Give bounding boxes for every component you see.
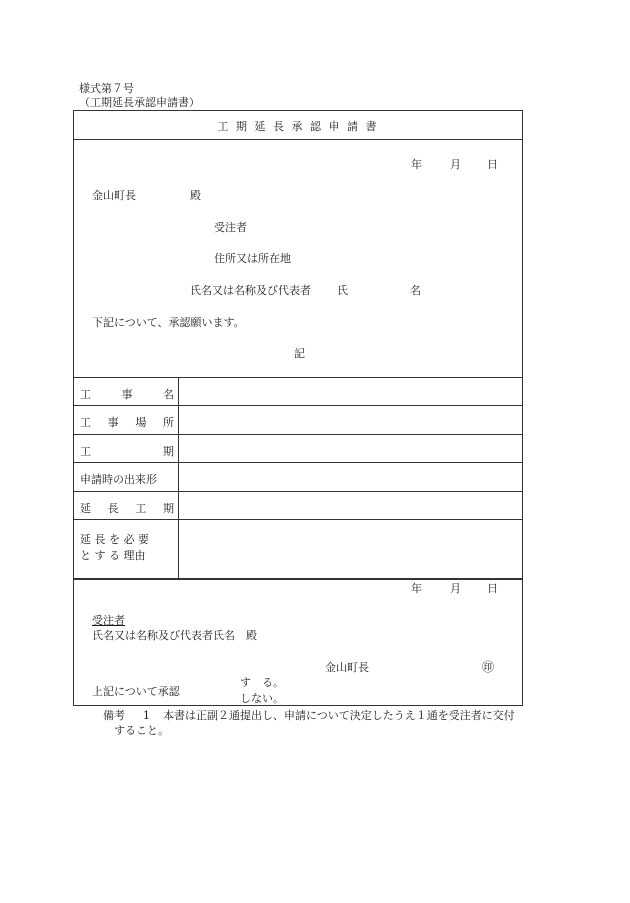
approval-mayor: 金山町長: [325, 661, 369, 674]
reason-label-line1: 延 長 を 必 要: [80, 533, 149, 546]
contractor-label: 受注者: [214, 221, 247, 234]
seal-icon: ㊞: [482, 660, 495, 674]
title-divider: [74, 139, 522, 140]
row-label-construction-period: 工 期: [80, 445, 174, 458]
approve-text: 上記について承認: [92, 685, 180, 698]
construction-name-field[interactable]: [179, 378, 522, 405]
approval-date-year: 年: [411, 582, 422, 595]
row-label-construction-site: 工 事 場 所: [80, 416, 174, 429]
date-year-label: 年: [411, 158, 422, 171]
extended-period-field[interactable]: [179, 492, 522, 519]
construction-period-field[interactable]: [179, 435, 522, 462]
addressee: 金山町長: [92, 189, 136, 202]
note-label: 備考: [103, 709, 125, 722]
note-text-line1: 本書は正副２通提出し、申請について決定したうえ１通を受注者に交付: [163, 709, 515, 722]
name-label: 氏名又は名称及び代表者: [190, 284, 311, 297]
approve-option-no[interactable]: しない。: [240, 692, 284, 705]
approve-option-yes[interactable]: す る。: [240, 676, 284, 689]
honorific: 殿: [190, 189, 201, 202]
form-number: 様式第７号: [79, 82, 134, 95]
note-text-line2: すること。: [114, 724, 169, 737]
approval-date-day: 日: [487, 582, 498, 595]
reason-label-line2: と す る 理由: [80, 549, 146, 562]
row-label-progress: 申請時の出来形: [80, 473, 157, 486]
date-day-label: 日: [487, 158, 498, 171]
request-text: 下記について、承認願います。: [92, 316, 245, 329]
name-mei-label: 名: [410, 284, 421, 297]
note-number: 1: [143, 709, 150, 722]
approval-contractor-label: 受注者: [92, 614, 125, 627]
application-form: [73, 110, 523, 706]
construction-site-field[interactable]: [179, 406, 522, 434]
approval-date-month: 月: [450, 582, 461, 595]
approval-divider: [74, 578, 522, 580]
form-title: 工 期 延 長 承 認 申 請 書: [217, 120, 379, 133]
progress-field[interactable]: [179, 463, 522, 491]
address-label: 住所又は所在地: [214, 252, 291, 265]
date-month-label: 月: [450, 158, 461, 171]
extension-reason-field[interactable]: [179, 520, 522, 578]
ki-label: 記: [294, 347, 305, 360]
name-shi-label: 氏: [337, 284, 348, 297]
row-label-extended-period: 延 長 工 期: [80, 502, 174, 515]
approval-name-line: 氏名又は名称及び代表者氏名 殿: [92, 629, 257, 642]
form-subtitle: （工期延長承認申請書）: [79, 96, 200, 109]
row-label-construction-name: 工 事 名: [80, 388, 174, 401]
